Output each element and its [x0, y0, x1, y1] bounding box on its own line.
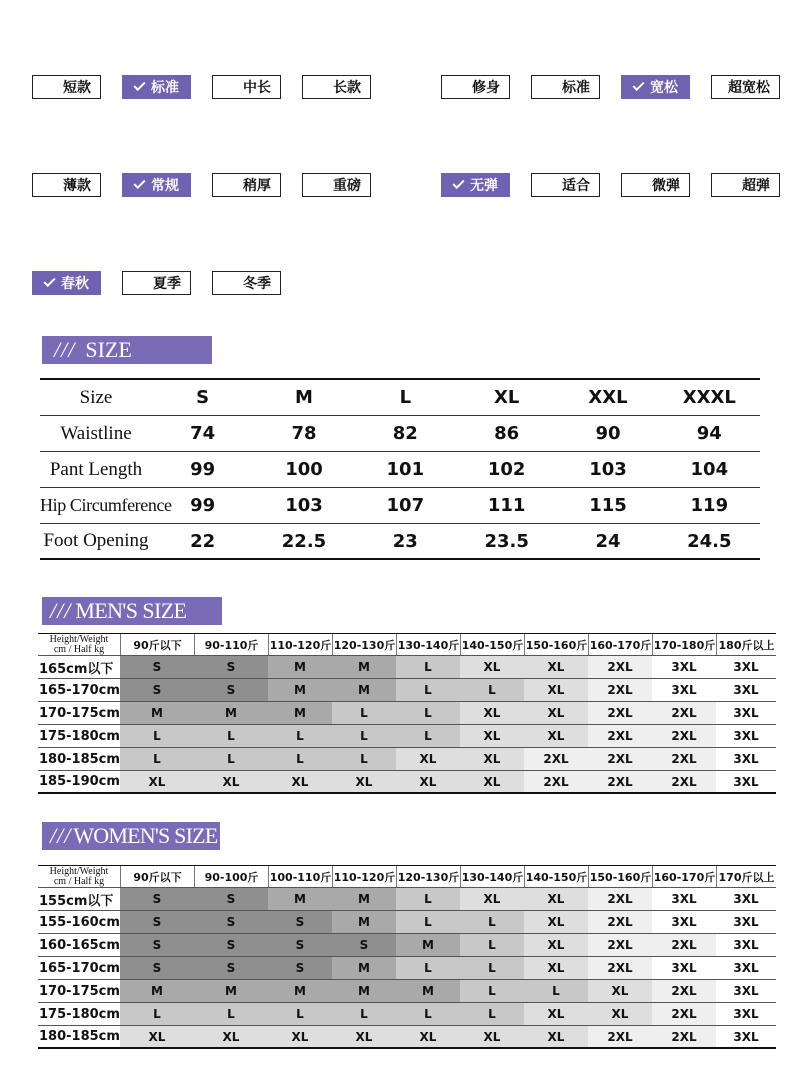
table-row — [38, 934, 776, 957]
size-cell: XL — [524, 656, 588, 678]
size-cell: 2XL — [588, 748, 652, 770]
size-cell: S — [194, 679, 268, 701]
corner-header-line2: cm / Half kg — [53, 644, 105, 655]
option-summer[interactable]: 夏季 — [122, 271, 191, 295]
size-cell: XL — [524, 934, 588, 956]
size-cell: S — [120, 957, 194, 979]
size-cell: 3XL — [716, 1003, 776, 1025]
table-row — [38, 771, 776, 794]
size-cell: 2XL — [652, 748, 716, 770]
corner-header-line2: cm / Half kg — [53, 876, 105, 887]
weight-column-header: 100-110斤 — [268, 866, 332, 887]
check-icon — [133, 177, 145, 189]
table-row — [38, 679, 776, 702]
size-row-pant-length: Pant Length 99 100 101 102 103 104 — [40, 452, 760, 488]
size-cell: M — [120, 980, 194, 1002]
size-cell: 3XL — [652, 888, 716, 910]
size-cell: L — [332, 1003, 396, 1025]
size-cell: XL — [588, 980, 652, 1002]
weight-column-header: 160-170斤 — [652, 866, 716, 887]
size-cell: 3XL — [716, 702, 776, 724]
size-cell: M — [194, 702, 268, 724]
size-cell: L — [460, 1003, 524, 1025]
option-winter[interactable]: 冬季 — [212, 271, 281, 295]
size-cell: 3XL — [716, 725, 776, 747]
size-cell: 2XL — [652, 725, 716, 747]
size-cell: L — [332, 725, 396, 747]
size-table — [40, 378, 760, 560]
size-cell: L — [460, 980, 524, 1002]
size-cell: XL — [524, 1026, 588, 1047]
size-cell: XL — [460, 702, 524, 724]
height-row-label: 165cm以下 — [39, 661, 114, 677]
size-cell: 3XL — [716, 934, 776, 956]
size-cell: L — [332, 702, 396, 724]
men-size-section-title: MEN'S SIZE — [75, 598, 187, 623]
weight-column-header: 120-130斤 — [396, 866, 460, 887]
size-cell: 2XL — [652, 771, 716, 792]
size-cell: XL — [332, 1026, 396, 1047]
table-row — [38, 748, 776, 771]
option-mid-length[interactable]: 中长 — [212, 75, 281, 99]
size-cell: L — [396, 957, 460, 979]
size-header-row: Size S M L XL XXL XXXL — [40, 380, 760, 416]
weight-column-header: 90-100斤 — [194, 866, 268, 887]
size-cell: 2XL — [588, 934, 652, 956]
size-cell: 3XL — [652, 679, 716, 701]
table-row — [38, 656, 776, 679]
size-cell: M — [332, 980, 396, 1002]
size-cell: 2XL — [524, 771, 588, 792]
weight-column-header: 130-140斤 — [396, 634, 460, 655]
size-cell: XL — [524, 679, 588, 701]
height-row-label: 155cm以下 — [39, 893, 114, 909]
size-cell: M — [396, 980, 460, 1002]
size-cell: XL — [396, 771, 460, 792]
size-cell: 2XL — [652, 980, 716, 1002]
size-cell: XL — [460, 656, 524, 678]
size-cell: XL — [524, 888, 588, 910]
size-cell: S — [120, 679, 194, 701]
size-cell: S — [120, 911, 194, 933]
size-cell: XL — [396, 748, 460, 770]
fit-header-row — [38, 866, 776, 888]
option-slim[interactable]: 修身 — [441, 75, 510, 99]
size-cell: 3XL — [716, 980, 776, 1002]
size-cell: L — [396, 1003, 460, 1025]
men-size-table — [38, 633, 776, 794]
size-cell: L — [396, 888, 460, 910]
corner-header-line1: Height/Weight — [49, 866, 109, 877]
size-cell: XL — [588, 1003, 652, 1025]
size-cell: L — [268, 1003, 332, 1025]
size-cell: XL — [460, 771, 524, 792]
size-cell: L — [396, 702, 460, 724]
table-row — [38, 911, 776, 934]
table-row — [38, 1026, 776, 1049]
weight-column-header: 90斤以下 — [120, 866, 194, 887]
height-row-label: 175-180cm — [39, 728, 120, 744]
table-row — [38, 888, 776, 911]
option-moderate[interactable]: 适合 — [531, 173, 600, 197]
size-cell: L — [460, 957, 524, 979]
table-row — [38, 1003, 776, 1026]
weight-column-header: 180斤以上 — [716, 634, 776, 655]
size-cell: XL — [524, 725, 588, 747]
size-cell: L — [332, 748, 396, 770]
size-cell: S — [194, 888, 268, 910]
height-row-label: 175-180cm — [39, 1006, 120, 1022]
size-cell: 3XL — [716, 656, 776, 678]
size-cell: 2XL — [588, 888, 652, 910]
size-row-foot-opening: Foot Opening 22 22.5 23 23.5 24 24.5 — [40, 524, 760, 560]
size-cell: L — [268, 748, 332, 770]
size-cell: 2XL — [588, 725, 652, 747]
size-cell: 3XL — [716, 911, 776, 933]
height-row-label: 160-165cm — [39, 937, 120, 953]
check-icon — [133, 79, 145, 91]
corner-header — [38, 866, 120, 887]
size-cell: L — [194, 748, 268, 770]
women-size-section-header: /// WOMEN'S SIZE — [42, 822, 220, 850]
option-no-stretch[interactable]: 无弹 — [441, 173, 510, 197]
size-cell: XL — [524, 957, 588, 979]
size-cell: M — [332, 679, 396, 701]
size-cell: XL — [524, 702, 588, 724]
option-standard-length[interactable]: 标准 — [122, 75, 191, 99]
size-cell: L — [120, 1003, 194, 1025]
weight-column-header: 110-120斤 — [268, 634, 332, 655]
height-row-label: 165-170cm — [39, 960, 120, 976]
size-cell: XL — [460, 725, 524, 747]
table-row — [38, 725, 776, 748]
size-cell: XL — [396, 1026, 460, 1047]
check-icon — [452, 177, 464, 189]
size-cell: XL — [268, 771, 332, 792]
size-cell: L — [120, 748, 194, 770]
size-cell: 3XL — [716, 1026, 776, 1047]
height-row-label: 155-160cm — [39, 914, 120, 930]
size-cell: S — [194, 957, 268, 979]
size-cell: M — [268, 679, 332, 701]
size-cell: 2XL — [652, 1003, 716, 1025]
women-size-table — [38, 865, 776, 1049]
size-cell: S — [194, 934, 268, 956]
option-long[interactable]: 长款 — [302, 75, 371, 99]
size-cell: L — [460, 679, 524, 701]
option-slightly-thick[interactable]: 稍厚 — [212, 173, 281, 197]
weight-column-header: 150-160斤 — [588, 866, 652, 887]
size-cell: XL — [332, 771, 396, 792]
size-cell: 3XL — [652, 911, 716, 933]
weight-column-header: 170-180斤 — [652, 634, 716, 655]
option-thin[interactable]: 薄款 — [32, 173, 101, 197]
size-cell: 2XL — [588, 911, 652, 933]
size-cell: S — [120, 888, 194, 910]
size-cell: S — [268, 957, 332, 979]
size-cell: M — [396, 934, 460, 956]
size-row-waistline: Waistline 74 78 82 86 90 94 — [40, 416, 760, 452]
height-row-label: 185-190cm — [39, 774, 120, 789]
size-cell: M — [268, 702, 332, 724]
size-cell: 2XL — [588, 702, 652, 724]
option-high-stretch[interactable]: 超弹 — [711, 173, 780, 197]
height-row-label: 170-175cm — [39, 983, 120, 999]
size-cell: 3XL — [652, 957, 716, 979]
check-icon — [43, 275, 55, 287]
size-cell: L — [194, 1003, 268, 1025]
weight-column-header: 90-110斤 — [194, 634, 268, 655]
size-cell: XL — [194, 1026, 268, 1047]
size-cell: S — [194, 656, 268, 678]
option-standard-fit[interactable]: 标准 — [531, 75, 600, 99]
table-row — [38, 702, 776, 725]
size-cell: M — [332, 656, 396, 678]
women-size-section-title: WOMEN'S SIZE — [73, 823, 218, 848]
size-cell: L — [396, 725, 460, 747]
option-loose[interactable]: 宽松 — [621, 75, 690, 99]
size-cell: M — [268, 980, 332, 1002]
size-cell: L — [460, 934, 524, 956]
size-cell: M — [332, 957, 396, 979]
weight-column-header: 90斤以下 — [120, 634, 194, 655]
size-cell: 3XL — [716, 679, 776, 701]
size-cell: L — [460, 911, 524, 933]
size-cell: 2XL — [652, 934, 716, 956]
size-cell: S — [268, 934, 332, 956]
weight-column-header: 170斤以上 — [716, 866, 776, 887]
size-cell: M — [268, 656, 332, 678]
size-cell: M — [120, 702, 194, 724]
size-cell: XL — [524, 911, 588, 933]
size-cell: M — [268, 888, 332, 910]
size-cell: 2XL — [524, 748, 588, 770]
option-spring-autumn[interactable]: 春秋 — [32, 271, 101, 295]
height-row-label: 165-170cm — [39, 682, 120, 698]
men-size-section-header: /// MEN'S SIZE — [42, 597, 222, 625]
size-cell: XL — [460, 1026, 524, 1047]
fit-header-row — [38, 634, 776, 656]
height-row-label: 170-175cm — [39, 705, 120, 721]
weight-column-header: 110-120斤 — [332, 866, 396, 887]
table-row — [38, 980, 776, 1003]
size-cell: XL — [120, 771, 194, 792]
size-cell: M — [332, 911, 396, 933]
option-slight-stretch[interactable]: 微弹 — [621, 173, 690, 197]
size-cell: XL — [460, 748, 524, 770]
option-short[interactable]: 短款 — [32, 75, 101, 99]
size-cell: S — [332, 934, 396, 956]
option-row-thickness-stretch — [0, 173, 802, 197]
size-cell: S — [120, 656, 194, 678]
weight-column-header: 150-160斤 — [524, 634, 588, 655]
weight-column-header: 160-170斤 — [588, 634, 652, 655]
size-cell: 2XL — [588, 656, 652, 678]
weight-column-header: 120-130斤 — [332, 634, 396, 655]
option-extra-loose[interactable]: 超宽松 — [711, 75, 780, 99]
size-cell: L — [268, 725, 332, 747]
size-cell: M — [332, 888, 396, 910]
size-cell: M — [194, 980, 268, 1002]
size-row-hip: Hip Circumference 99 103 107 111 115 119 — [40, 488, 760, 524]
size-cell: 2XL — [588, 1026, 652, 1047]
weight-column-header: 140-150斤 — [460, 634, 524, 655]
size-cell: 2XL — [588, 957, 652, 979]
option-heavyweight[interactable]: 重磅 — [302, 173, 371, 197]
size-section-header: /// SIZE — [42, 336, 212, 364]
size-cell: S — [194, 911, 268, 933]
height-row-label: 180-185cm — [39, 1029, 120, 1044]
size-cell: XL — [268, 1026, 332, 1047]
option-regular[interactable]: 常规 — [122, 173, 191, 197]
size-cell: XL — [524, 1003, 588, 1025]
size-cell: 3XL — [716, 771, 776, 792]
corner-header-line1: Height/Weight — [49, 634, 109, 645]
table-row — [38, 957, 776, 980]
size-cell: S — [268, 911, 332, 933]
size-cell: 2XL — [588, 771, 652, 792]
weight-column-header: 140-150斤 — [524, 866, 588, 887]
option-row-length-fit — [0, 75, 802, 99]
size-cell: L — [396, 679, 460, 701]
size-cell: 3XL — [716, 888, 776, 910]
size-cell: L — [194, 725, 268, 747]
corner-header — [38, 634, 120, 655]
size-cell: XL — [120, 1026, 194, 1047]
option-row-season — [0, 271, 802, 295]
size-cell: XL — [460, 888, 524, 910]
size-section-title: SIZE — [85, 337, 132, 362]
size-cell: 3XL — [716, 957, 776, 979]
size-cell: 3XL — [652, 656, 716, 678]
size-cell: L — [524, 980, 588, 1002]
size-cell: 3XL — [716, 748, 776, 770]
size-cell: S — [120, 934, 194, 956]
size-cell: L — [120, 725, 194, 747]
check-icon — [632, 79, 644, 91]
height-row-label: 180-185cm — [39, 751, 120, 767]
size-cell: L — [396, 656, 460, 678]
size-cell: 2XL — [588, 679, 652, 701]
size-cell: 2XL — [652, 702, 716, 724]
size-cell: 2XL — [652, 1026, 716, 1047]
size-cell: XL — [194, 771, 268, 792]
size-cell: L — [396, 911, 460, 933]
weight-column-header: 130-140斤 — [460, 866, 524, 887]
